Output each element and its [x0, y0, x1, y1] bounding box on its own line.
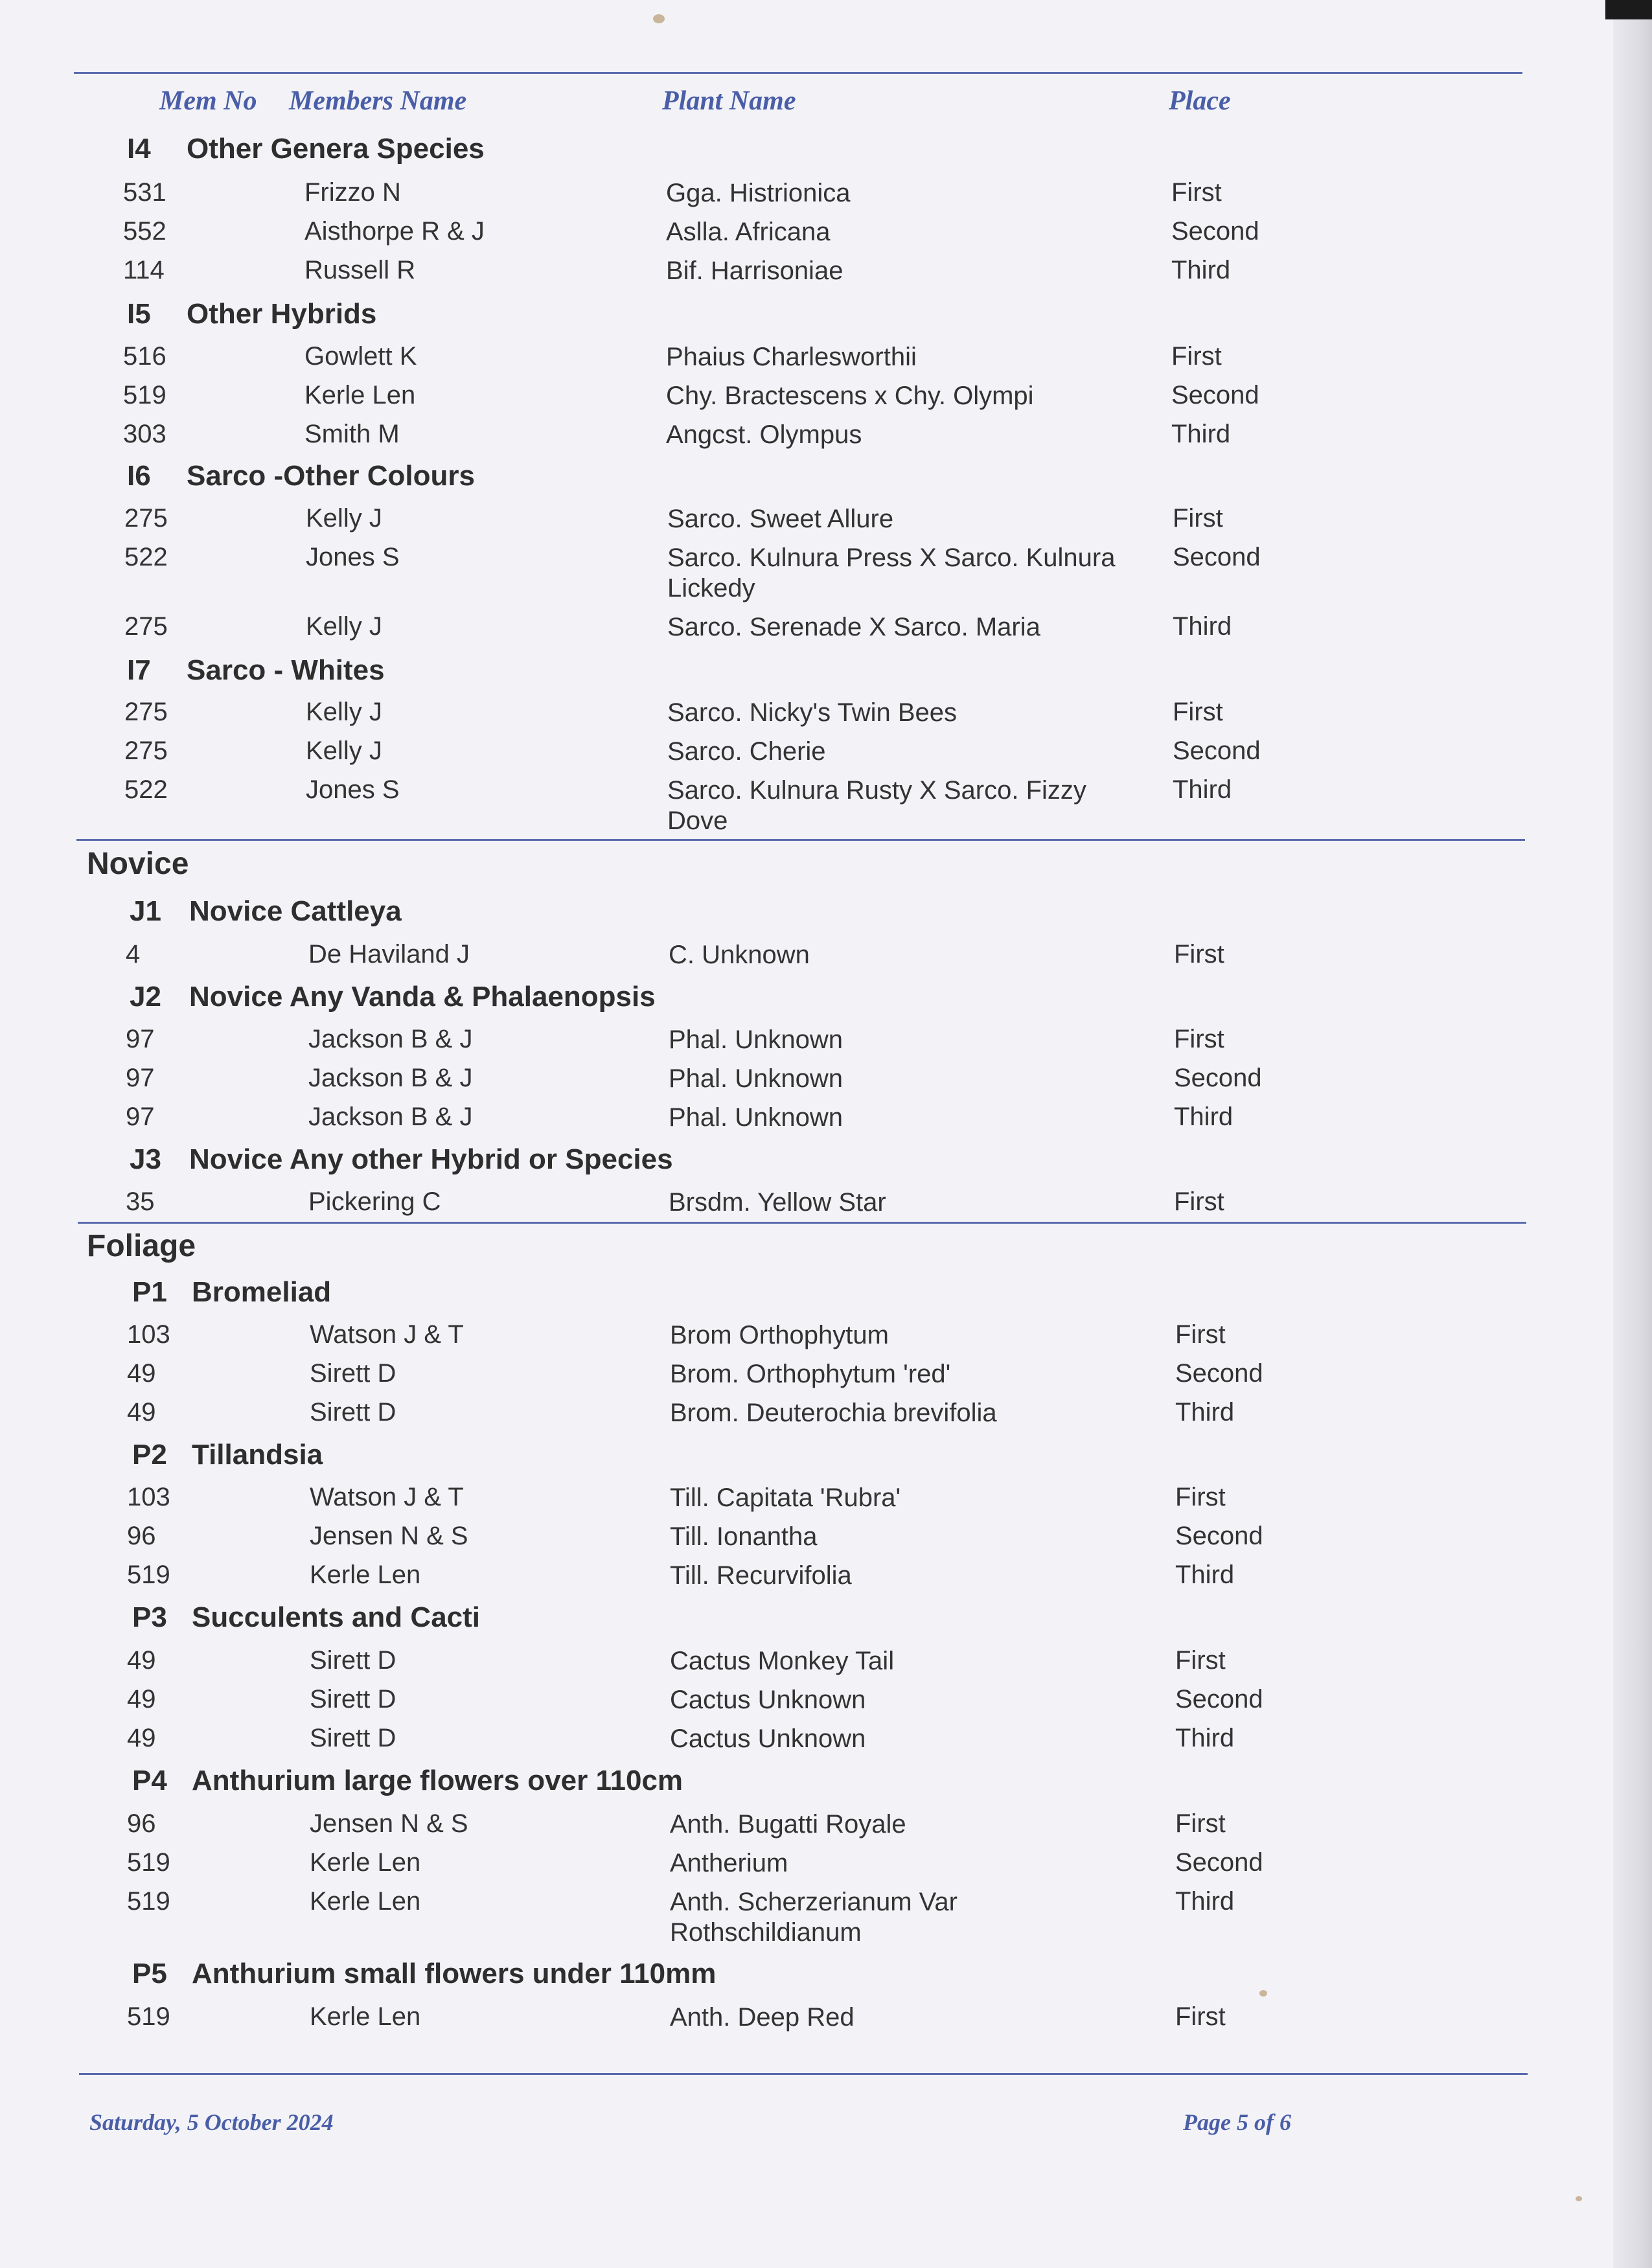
class-code: P1	[132, 1276, 167, 1308]
plant-name: Angcst. Olympus	[666, 420, 862, 449]
placing: Second	[1174, 1064, 1262, 1092]
plant-name: Cactus Unknown	[670, 1686, 866, 1714]
placing: Third	[1171, 256, 1231, 284]
class-code: I7	[127, 654, 151, 686]
plant-name: Sarco. Kulnura Rusty X Sarco. Fizzy Dove	[667, 776, 1086, 835]
class-heading	[119, 1765, 683, 1797]
plant-name: Cactus Unknown	[670, 1724, 866, 1753]
member-number: 552	[123, 217, 166, 246]
member-number: 522	[124, 543, 168, 571]
plant-name: Gga. Histrionica	[666, 179, 851, 207]
placing: Second	[1175, 1359, 1263, 1388]
member-name: Jones S	[306, 775, 400, 804]
member-name: Kerle Len	[310, 1561, 421, 1589]
member-name: Russell R	[304, 256, 416, 284]
placing: First	[1173, 504, 1223, 533]
class-heading	[114, 654, 385, 687]
class-code: I5	[127, 298, 151, 330]
plant-name: Sarco. Serenade X Sarco. Maria	[667, 613, 1040, 641]
scan-page-edge	[1613, 0, 1652, 2268]
plant-name: Sarco. Kulnura Press X Sarco. Kulnura Lickedy	[667, 544, 1116, 602]
class-heading	[119, 1439, 323, 1471]
plant-name: Anth. Bugatti Royale	[670, 1810, 906, 1838]
plant-name: Sarco. Sweet Allure	[667, 505, 894, 533]
member-name: Pickering C	[308, 1187, 441, 1216]
placing: First	[1174, 940, 1224, 968]
member-name: Kelly J	[306, 612, 382, 641]
member-name: Kerle Len	[310, 1887, 421, 1916]
member-name: Sirett D	[310, 1359, 396, 1388]
class-name: Sarco -Other Colours	[187, 460, 475, 492]
placing: First	[1175, 1809, 1226, 1838]
class-name: Other Hybrids	[187, 298, 377, 330]
placing: Second	[1173, 737, 1261, 765]
class-heading	[117, 895, 402, 928]
member-number: 275	[124, 612, 168, 641]
member-name: Kelly J	[306, 737, 382, 765]
header-rule	[74, 72, 1522, 74]
class-name: Other Genera Species	[187, 133, 485, 165]
member-name: Watson J & T	[310, 1483, 464, 1511]
class-code: J3	[130, 1143, 161, 1175]
plant-name: Phal. Unknown	[669, 1103, 843, 1132]
class-name: Tillandsia	[192, 1439, 323, 1471]
paper-speck	[1259, 1990, 1267, 1997]
placing: Third	[1175, 1724, 1235, 1752]
section-heading-novice: Novice	[87, 847, 189, 881]
class-heading	[117, 981, 656, 1013]
member-number: 516	[123, 342, 166, 371]
member-number: 49	[127, 1359, 156, 1388]
placing: First	[1175, 2002, 1226, 2031]
member-number: 96	[127, 1522, 156, 1550]
paper-speck	[1576, 2196, 1582, 2201]
member-number: 519	[123, 381, 166, 409]
placing: Second	[1171, 217, 1259, 246]
class-heading	[119, 1276, 331, 1309]
plant-name: Till. Recurvifolia	[670, 1561, 852, 1590]
plant-name: Brsdm. Yellow Star	[669, 1188, 886, 1217]
placing: First	[1175, 1646, 1226, 1675]
class-heading	[114, 298, 376, 330]
class-name: Anthurium large flowers over 110cm	[192, 1765, 683, 1796]
member-number: 519	[127, 1561, 170, 1589]
section-rule	[76, 839, 1525, 841]
plant-name: Anth. Scherzerianum Var Rothschildianum	[670, 1888, 958, 1947]
placing: Second	[1173, 543, 1261, 571]
member-number: 97	[126, 1025, 155, 1053]
column-header-mem-no: Mem No	[159, 86, 257, 116]
member-number: 275	[124, 504, 168, 533]
plant-name: Brom. Orthophytum 'red'	[670, 1360, 951, 1388]
member-number: 49	[127, 1724, 156, 1752]
class-heading	[117, 1143, 673, 1176]
class-name: Novice Any Vanda & Phalaenopsis	[189, 981, 656, 1013]
member-name: Kerle Len	[304, 381, 416, 409]
class-name: Sarco - Whites	[187, 654, 385, 686]
member-number: 531	[123, 178, 166, 207]
plant-name: Phal. Unknown	[669, 1025, 843, 1054]
plant-name: Brom. Deuterochia brevifolia	[670, 1399, 997, 1427]
member-number: 4	[126, 940, 141, 968]
member-name: Sirett D	[310, 1685, 396, 1713]
member-name: Kerle Len	[310, 1848, 421, 1877]
placing: First	[1174, 1187, 1224, 1216]
placing: First	[1175, 1483, 1226, 1511]
plant-name: Anth. Deep Red	[670, 2003, 855, 2032]
plant-name: Sarco. Nicky's Twin Bees	[667, 698, 958, 727]
member-name: Gowlett K	[304, 342, 417, 371]
member-name: Smith M	[304, 420, 400, 448]
member-name: Aisthorpe R & J	[304, 217, 485, 246]
member-name: Sirett D	[310, 1646, 396, 1675]
section-rule	[78, 1222, 1526, 1224]
placing: Third	[1175, 1887, 1235, 1916]
placing: Second	[1175, 1522, 1263, 1550]
member-number: 96	[127, 1809, 156, 1838]
member-number: 103	[127, 1320, 170, 1349]
class-code: J1	[130, 895, 161, 927]
class-code: P5	[132, 1958, 167, 1989]
plant-name: Phal. Unknown	[669, 1064, 843, 1093]
placing: Third	[1175, 1398, 1235, 1426]
placing: Third	[1173, 612, 1232, 641]
member-name: Jensen N & S	[310, 1809, 468, 1838]
member-name: Kerle Len	[310, 2002, 421, 2031]
placing: First	[1171, 342, 1222, 371]
member-number: 49	[127, 1685, 156, 1713]
column-header-members-name: Members Name	[289, 86, 467, 116]
class-name: Novice Any other Hybrid or Species	[189, 1143, 673, 1175]
member-name: Jackson B & J	[308, 1025, 473, 1053]
class-code: I4	[127, 133, 151, 165]
paper-speck	[653, 14, 665, 23]
placing: Second	[1171, 381, 1259, 409]
member-name: Kelly J	[306, 504, 382, 533]
member-number: 97	[126, 1064, 155, 1092]
class-name: Novice Cattleya	[189, 895, 402, 927]
member-name: Sirett D	[310, 1724, 396, 1752]
placing: First	[1175, 1320, 1226, 1349]
member-number: 275	[124, 737, 168, 765]
member-number: 275	[124, 698, 168, 726]
placing: Third	[1171, 420, 1231, 448]
member-number: 519	[127, 1848, 170, 1877]
plant-name: Cactus Monkey Tail	[670, 1647, 895, 1675]
class-heading	[114, 133, 485, 165]
placing: Third	[1173, 775, 1232, 804]
footer-page-number: Page 5 of 6	[1183, 2109, 1291, 2135]
placing: First	[1173, 698, 1223, 726]
class-name: Anthurium small flowers under 110mm	[192, 1958, 717, 1989]
class-code: J2	[130, 981, 161, 1013]
member-number: 114	[123, 256, 165, 284]
placing: Third	[1174, 1103, 1233, 1131]
plant-name: Brom Orthophytum	[670, 1321, 889, 1349]
plant-name: Phaius Charlesworthii	[666, 343, 917, 371]
member-name: Jackson B & J	[308, 1103, 473, 1131]
member-name: Jones S	[306, 543, 400, 571]
placing: First	[1174, 1025, 1224, 1053]
placing: Second	[1175, 1848, 1263, 1877]
class-name: Bromeliad	[192, 1276, 332, 1308]
member-number: 49	[127, 1398, 156, 1426]
class-heading	[119, 1958, 716, 1990]
placing: First	[1171, 178, 1222, 207]
column-header-plant-name: Plant Name	[662, 86, 796, 116]
class-code: P3	[132, 1601, 167, 1633]
member-number: 519	[127, 1887, 170, 1916]
footer-rule	[79, 2073, 1528, 2075]
plant-name: Till. Capitata 'Rubra'	[670, 1483, 901, 1512]
class-code: P2	[132, 1439, 167, 1471]
plant-name: Antherium	[670, 1849, 788, 1877]
class-name: Succulents and Cacti	[192, 1601, 481, 1633]
footer-date: Saturday, 5 October 2024	[89, 2109, 334, 2135]
plant-name: Till. Ionantha	[670, 1522, 818, 1551]
member-number: 49	[127, 1646, 156, 1675]
class-heading	[114, 460, 475, 492]
class-heading	[119, 1601, 480, 1634]
member-number: 35	[126, 1187, 155, 1216]
member-name: Frizzo N	[304, 178, 401, 207]
member-name: Jensen N & S	[310, 1522, 468, 1550]
class-code: P4	[132, 1765, 167, 1796]
plant-name: Chy. Bractescens x Chy. Olympi	[666, 382, 1034, 410]
plant-name: Bif. Harrisoniae	[666, 257, 843, 285]
section-heading-foliage: Foliage	[87, 1229, 196, 1263]
member-name: De Haviland J	[308, 940, 470, 968]
scan-corner-mark	[1605, 0, 1652, 19]
class-code: I6	[127, 460, 151, 492]
member-number: 522	[124, 775, 168, 804]
member-name: Kelly J	[306, 698, 382, 726]
member-number: 103	[127, 1483, 170, 1511]
member-name: Watson J & T	[310, 1320, 464, 1349]
member-name: Sirett D	[310, 1398, 396, 1426]
placing: Third	[1175, 1561, 1235, 1589]
member-number: 303	[123, 420, 166, 448]
member-number: 97	[126, 1103, 155, 1131]
placing: Second	[1175, 1685, 1263, 1713]
plant-name: Sarco. Cherie	[667, 737, 826, 766]
member-number: 519	[127, 2002, 170, 2031]
plant-name: Aslla. Africana	[666, 218, 831, 246]
column-header-place: Place	[1169, 86, 1231, 116]
plant-name: C. Unknown	[669, 941, 810, 969]
member-name: Jackson B & J	[308, 1064, 473, 1092]
